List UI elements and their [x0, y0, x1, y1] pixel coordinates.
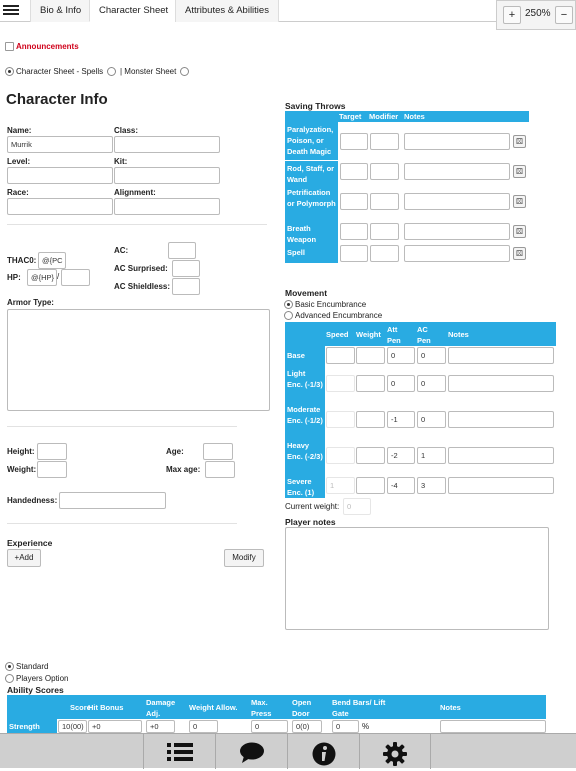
st-notes-input[interactable] — [404, 245, 510, 262]
st-header-notes: Notes — [404, 112, 425, 121]
st-target-input[interactable] — [340, 133, 368, 150]
movement-title: Movement — [285, 288, 328, 298]
dice-roll-icon[interactable]: ⚄ — [513, 247, 526, 260]
divider — [7, 426, 237, 427]
ab-header-weight-allow: Weight Allow. — [189, 703, 238, 712]
mv-weight-input[interactable] — [356, 477, 385, 494]
advanced-encumbrance-label: Advanced Encumbrance — [295, 311, 383, 320]
ac-input[interactable] — [168, 242, 196, 259]
dice-roll-icon[interactable]: ⚄ — [513, 195, 526, 208]
strength-bend-bars: 0 — [332, 720, 359, 733]
ab-header-max-press: Max. Press — [251, 698, 272, 718]
list-icon — [167, 742, 193, 762]
mv-speed-input[interactable] — [326, 375, 355, 392]
age-label: Age: — [166, 447, 184, 456]
ac-surprised-input[interactable] — [172, 260, 200, 277]
mv-header-speed: Speed — [326, 330, 349, 339]
max-age-input[interactable] — [205, 461, 235, 478]
st-modifier-input[interactable] — [370, 133, 399, 150]
chat-icon — [239, 742, 265, 764]
standard-label: Standard — [16, 662, 49, 671]
mv-att-pen-input[interactable]: 0 — [387, 375, 415, 392]
players-option-label: Players Option — [16, 674, 69, 683]
kit-label: Kit: — [114, 157, 128, 166]
radio-character-sheet[interactable] — [5, 67, 14, 76]
mv-row-base: Base — [285, 346, 325, 366]
ab-header-bend-bars: Bend Bars/ Lift Gate — [332, 698, 386, 718]
strength-damage-adj: +0 — [146, 720, 175, 733]
class-label: Class: — [114, 126, 139, 135]
mv-speed-input[interactable] — [326, 411, 355, 428]
ac-surprised-label: AC Surprised: — [114, 264, 168, 273]
thaco-label: THAC0: — [7, 256, 37, 265]
top-tab-bar — [0, 0, 576, 22]
divider — [7, 224, 267, 225]
mv-notes-input[interactable] — [448, 447, 554, 464]
strength-score-input[interactable]: 10(00) — [58, 720, 87, 733]
weight-input[interactable] — [37, 461, 67, 478]
hp-current-input[interactable]: @{HP} — [27, 269, 57, 286]
zoom-in-button[interactable]: + — [503, 6, 521, 24]
mv-header-notes: Notes — [448, 330, 469, 339]
strength-open-door: 0(0) — [292, 720, 322, 733]
mv-weight-input[interactable] — [356, 447, 385, 464]
mv-ac-pen-input[interactable]: 3 — [417, 477, 446, 494]
name-input[interactable]: Murrik — [7, 136, 113, 153]
gear-icon — [383, 742, 407, 766]
settings-button[interactable] — [359, 734, 431, 769]
max-age-label: Max age: — [166, 465, 201, 474]
st-modifier-input[interactable] — [370, 193, 399, 210]
ab-row-strength: Strength — [7, 719, 57, 733]
height-input[interactable] — [37, 443, 67, 460]
st-row-breath: Breath Weapon — [285, 221, 338, 245]
divider — [7, 523, 237, 524]
ab-header-damage-adj: Damage Adj. — [146, 698, 176, 718]
basic-encumbrance-label: Basic Encumbrance — [295, 300, 367, 309]
armor-type-textarea[interactable] — [7, 309, 270, 411]
dice-roll-icon[interactable]: ⚄ — [513, 135, 526, 148]
st-notes-input[interactable] — [404, 163, 510, 180]
mv-row-severe: Severe Enc. (1) — [285, 474, 325, 498]
st-target-input[interactable] — [340, 193, 368, 210]
strength-notes-input[interactable] — [440, 720, 546, 733]
strength-weight-allow: 0 — [189, 720, 218, 733]
chat-button[interactable] — [215, 734, 287, 769]
st-row-paralyzation: Paralyzation, Poison, or Death Magic — [285, 122, 338, 160]
mv-header-ac-pen: AC Pen — [417, 325, 431, 345]
dice-roll-icon[interactable]: ⚄ — [513, 225, 526, 238]
current-weight-label: Current weight: — [285, 502, 340, 511]
modify-experience-button[interactable]: Modify — [224, 549, 264, 567]
info-icon — [312, 742, 336, 766]
ab-header-notes: Notes — [440, 703, 461, 712]
name-label: Name: — [7, 126, 32, 135]
mv-speed-input[interactable] — [326, 347, 355, 364]
mv-ac-pen-input[interactable]: 1 — [417, 447, 446, 464]
race-label: Race: — [7, 188, 29, 197]
radio-basic-encumbrance[interactable] — [284, 300, 293, 309]
ac-shieldless-label: AC Shieldless: — [114, 282, 171, 291]
mv-ac-pen-input[interactable]: 0 — [417, 347, 446, 364]
announcements-checkbox[interactable] — [5, 42, 14, 51]
radio-character-sheet-label: Character Sheet - Spells — [16, 67, 104, 76]
level-input[interactable] — [7, 167, 113, 184]
radio-monster-sheet[interactable] — [180, 67, 189, 76]
mv-weight-input[interactable] — [356, 347, 385, 364]
mv-att-pen-input[interactable]: -2 — [387, 447, 415, 464]
tab-character-sheet[interactable]: Character Sheet — [89, 0, 178, 22]
handedness-input[interactable] — [59, 492, 166, 509]
ab-header-score: Score — [70, 703, 91, 712]
player-notes-textarea[interactable] — [285, 527, 549, 630]
mv-weight-input[interactable] — [356, 411, 385, 428]
mv-att-pen-input[interactable]: -1 — [387, 411, 415, 428]
st-row-petrification: Petrification or Polymorph — [285, 185, 338, 221]
st-notes-input[interactable] — [404, 133, 510, 150]
tab-attributes-abilities[interactable]: Attributes & Abilities — [175, 0, 279, 22]
st-notes-input[interactable] — [404, 223, 510, 240]
strength-hit-bonus: +0 — [88, 720, 142, 733]
mv-speed-input[interactable]: 1 — [326, 477, 355, 494]
hp-separator: / — [57, 272, 60, 281]
race-input[interactable] — [7, 198, 113, 215]
mv-speed-input[interactable] — [326, 447, 355, 464]
ac-label: AC: — [114, 246, 129, 255]
st-modifier-input[interactable] — [370, 245, 399, 262]
announcements-label: Announcements — [16, 42, 79, 51]
mv-row-light: Light Enc. (-1/3) — [285, 366, 325, 402]
hp-max-input[interactable] — [61, 269, 90, 286]
mv-att-pen-input[interactable]: -4 — [387, 477, 415, 494]
saving-throws-title: Saving Throws — [285, 101, 346, 111]
menu-icon[interactable] — [3, 3, 19, 17]
alignment-label: Alignment: — [114, 188, 156, 197]
st-target-input[interactable] — [340, 245, 368, 262]
alignment-input[interactable] — [114, 198, 220, 215]
age-input[interactable] — [203, 443, 233, 460]
percent-sign: % — [362, 722, 370, 731]
st-notes-input[interactable] — [404, 193, 510, 210]
class-input[interactable] — [114, 136, 220, 153]
radio-monster-sheet-label: | Monster Sheet — [120, 67, 177, 76]
radio-advanced-encumbrance[interactable] — [284, 311, 293, 320]
add-experience-button[interactable]: +Add — [7, 549, 41, 567]
st-header-target: Target — [339, 112, 362, 121]
st-row-rod: Rod, Staff, or Wand — [285, 161, 338, 187]
zoom-control — [496, 0, 576, 30]
current-weight-value: 0 — [343, 498, 371, 515]
mv-ac-pen-input[interactable]: 0 — [417, 375, 446, 392]
thaco-input[interactable]: @{PC — [38, 252, 66, 269]
zoom-out-button[interactable]: − — [555, 6, 573, 24]
list-button[interactable] — [143, 734, 215, 769]
kit-input[interactable] — [114, 167, 220, 184]
experience-title: Experience — [7, 538, 53, 548]
radio-players-option[interactable] — [5, 674, 14, 683]
radio-standard[interactable] — [5, 662, 14, 671]
tab-bio-info[interactable]: Bio & Info — [30, 0, 91, 22]
mv-row-moderate: Moderate Enc. (-1/2) — [285, 402, 325, 438]
mv-row-heavy: Heavy Enc. (-2/3) — [285, 438, 325, 474]
ab-header-open-door: Open Door — [292, 698, 312, 718]
ability-scores-title: Ability Scores — [7, 685, 64, 695]
mv-weight-input[interactable] — [356, 375, 385, 392]
weight-label: Weight: — [7, 465, 37, 474]
mv-notes-input[interactable] — [448, 375, 554, 392]
mv-notes-input[interactable] — [448, 347, 554, 364]
radio-spells[interactable] — [107, 67, 116, 76]
handedness-label: Handedness: — [7, 496, 58, 505]
dice-roll-icon[interactable]: ⚄ — [513, 165, 526, 178]
st-target-input[interactable] — [340, 223, 368, 240]
st-header-modifier: Modifier — [369, 112, 399, 121]
st-modifier-input[interactable] — [370, 223, 399, 240]
ab-header-hit-bonus: Hit Bonus — [88, 703, 124, 712]
zoom-level: 250% — [525, 8, 551, 19]
level-label: Level: — [7, 157, 31, 166]
mv-header-att-pen: Att Pen — [387, 325, 401, 345]
height-label: Height: — [7, 447, 35, 456]
strength-max-press: 0 — [251, 720, 288, 733]
player-notes-title: Player notes — [285, 517, 336, 527]
info-button[interactable] — [287, 734, 359, 769]
mv-notes-input[interactable] — [448, 477, 554, 494]
mv-header-weight: Weight — [356, 330, 381, 339]
st-row-spell: Spell — [285, 245, 338, 263]
mv-att-pen-input[interactable]: 0 — [387, 347, 415, 364]
ac-shieldless-input[interactable] — [172, 278, 200, 295]
bottom-toolbar — [0, 733, 576, 768]
character-info-title: Character Info — [6, 91, 108, 108]
mv-ac-pen-input[interactable]: 0 — [417, 411, 446, 428]
st-target-input[interactable] — [340, 163, 368, 180]
armor-type-label: Armor Type: — [7, 298, 54, 307]
mv-notes-input[interactable] — [448, 411, 554, 428]
st-modifier-input[interactable] — [370, 163, 399, 180]
hp-label: HP: — [7, 273, 21, 282]
